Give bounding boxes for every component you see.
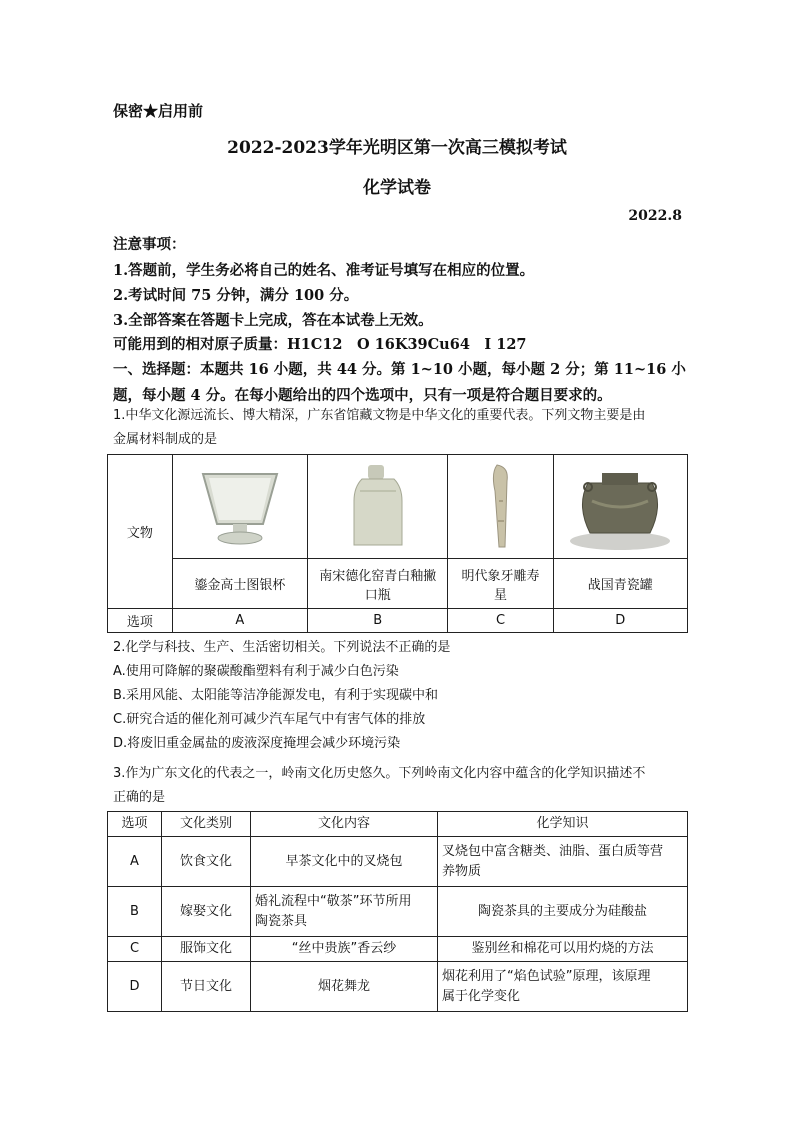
artifact-row-label: 文物: [108, 455, 173, 609]
notice-item-2: 2.考试时间 75 分钟，满分 100 分。: [113, 287, 359, 304]
subject-title: 化学试卷: [363, 178, 431, 198]
artifact-name-b-line-2: 口瓶: [364, 587, 391, 603]
row-b-option: B: [108, 887, 162, 937]
row-d-option: D: [108, 962, 162, 1012]
artifact-table: [107, 454, 688, 633]
row-c-option: C: [108, 937, 162, 962]
question-2-option-a: A.使用可降解的聚碳酸酯塑料有利于减少白色污染: [113, 664, 399, 679]
section-1-line-2: 题，每小题 4 分。在每小题给出的四个选项中，只有一项是符合题目要求的。: [113, 387, 612, 404]
question-1-line-1: 1.中华文化源远流长、博大精深，广东省馆藏文物是中华文化的重要代表。下列文物主要是由: [113, 408, 646, 423]
question-2-stem: 2.化学与科技、生产、生活密切相关。下列说法不正确的是: [113, 640, 451, 655]
row-b-knowledge: 陶瓷茶具的主要成分为硅酸盐: [438, 887, 688, 937]
row-b-content: [251, 887, 438, 937]
table-row: [108, 837, 688, 887]
row-a-knowledge-line-1: 叉烧包中富含糖类、油脂、蛋白质等营: [442, 843, 664, 859]
row-d-knowledge: [438, 962, 688, 1012]
artifact-name-b: [308, 559, 448, 609]
notice-item-1: 1.答题前，学生务必将自己的姓名、准考证号填写在相应的位置。: [113, 262, 535, 279]
artifact-image-b: [308, 455, 448, 559]
question-2: [113, 636, 693, 756]
row-c-category: 服饰文化: [162, 937, 251, 962]
question-2-option-c: C.研究合适的催化剂可减少汽车尾气中有害气体的排放: [113, 712, 426, 727]
option-a: A: [172, 609, 307, 633]
artifact-image-a: [172, 455, 307, 559]
culture-table: [107, 811, 688, 1012]
notice-heading: 注意事项：: [113, 236, 186, 253]
row-d-category: 节日文化: [162, 962, 251, 1012]
question-3-line-1: 3.作为广东文化的代表之一，岭南文化历史悠久。下列岭南文化内容中蕴含的化学知识描述不: [113, 766, 646, 781]
artifact-name-c: [448, 559, 553, 609]
option-c: C: [448, 609, 553, 633]
header-option: 选项: [108, 812, 162, 837]
option-b: B: [308, 609, 448, 633]
table-row: [108, 937, 688, 962]
header-knowledge: 化学知识: [438, 812, 688, 837]
ivory-carving-icon: [481, 461, 521, 553]
atomic-mass-line: 可能用到的相对原子质量：H1C12 O 16K39Cu64 I 127: [113, 336, 527, 353]
artifact-name-d: 战国青瓷罐: [553, 559, 687, 609]
question-3-stem: [113, 762, 693, 810]
question-1-line-2: 金属材料制成的是: [113, 432, 218, 447]
question-3-line-2: 正确的是: [113, 790, 166, 805]
row-b-category: 嫁娶文化: [162, 887, 251, 937]
artifact-name-c-line-2: 星: [494, 587, 508, 603]
option-row-label: 选项: [108, 609, 173, 633]
row-b-content-line-2: 陶瓷茶具: [255, 913, 308, 929]
artifact-name-c-line-1: 明代象牙雕寿: [461, 568, 540, 584]
exam-date: 2022.8: [628, 208, 682, 224]
celadon-jar-icon: [566, 461, 674, 553]
row-b-content-line-1: 婚礼流程中“敬茶”环节所用: [255, 893, 412, 909]
artifact-image-c: [448, 455, 553, 559]
row-d-knowledge-line-2: 属于化学变化: [442, 988, 521, 1004]
artifact-name-b-line-1: 南宋德化窑青白釉撇: [319, 568, 437, 584]
artifact-image-d: [553, 455, 687, 559]
row-a-content: 早茶文化中的叉烧包: [251, 837, 438, 887]
silver-cup-icon: [195, 462, 285, 552]
row-a-knowledge-line-2: 养物质: [442, 863, 482, 879]
artifact-name-a: 鎏金高士图银杯: [172, 559, 307, 609]
row-a-knowledge: [438, 837, 688, 887]
row-a-option: A: [108, 837, 162, 887]
row-c-knowledge: 鉴别丝和棉花可以用灼烧的方法: [438, 937, 688, 962]
option-d: D: [553, 609, 687, 633]
row-a-category: 饮食文化: [162, 837, 251, 887]
section-1-line-1: 一、选择题：本题共 16 小题，共 44 分。第 1~10 小题，每小题 2 分；第 11~16 小: [113, 361, 686, 378]
table-row: [108, 887, 688, 937]
header-category: 文化类别: [162, 812, 251, 837]
section-1-heading: [113, 357, 688, 409]
table-row: [108, 962, 688, 1012]
row-c-content: “丝中贵族”香云纱: [251, 937, 438, 962]
row-d-knowledge-line-1: 烟花利用了“焰色试验”原理，该原理: [442, 968, 651, 984]
classified-mark: 保密★启用前: [113, 102, 204, 120]
header-content: 文化内容: [251, 812, 438, 837]
exam-title: 2022-2023学年光明区第一次高三模拟考试: [227, 138, 567, 158]
question-2-option-d: D.将废旧重金属盐的废液深度掩埋会减少环境污染: [113, 736, 401, 751]
notice-item-3: 3.全部答案在答题卡上完成，答在本试卷上无效。: [113, 312, 433, 329]
porcelain-vase-icon: [338, 461, 418, 553]
question-1-stem: [113, 404, 693, 452]
row-d-content: 烟花舞龙: [251, 962, 438, 1012]
question-2-option-b: B.采用风能、太阳能等洁净能源发电，有利于实现碳中和: [113, 688, 439, 703]
